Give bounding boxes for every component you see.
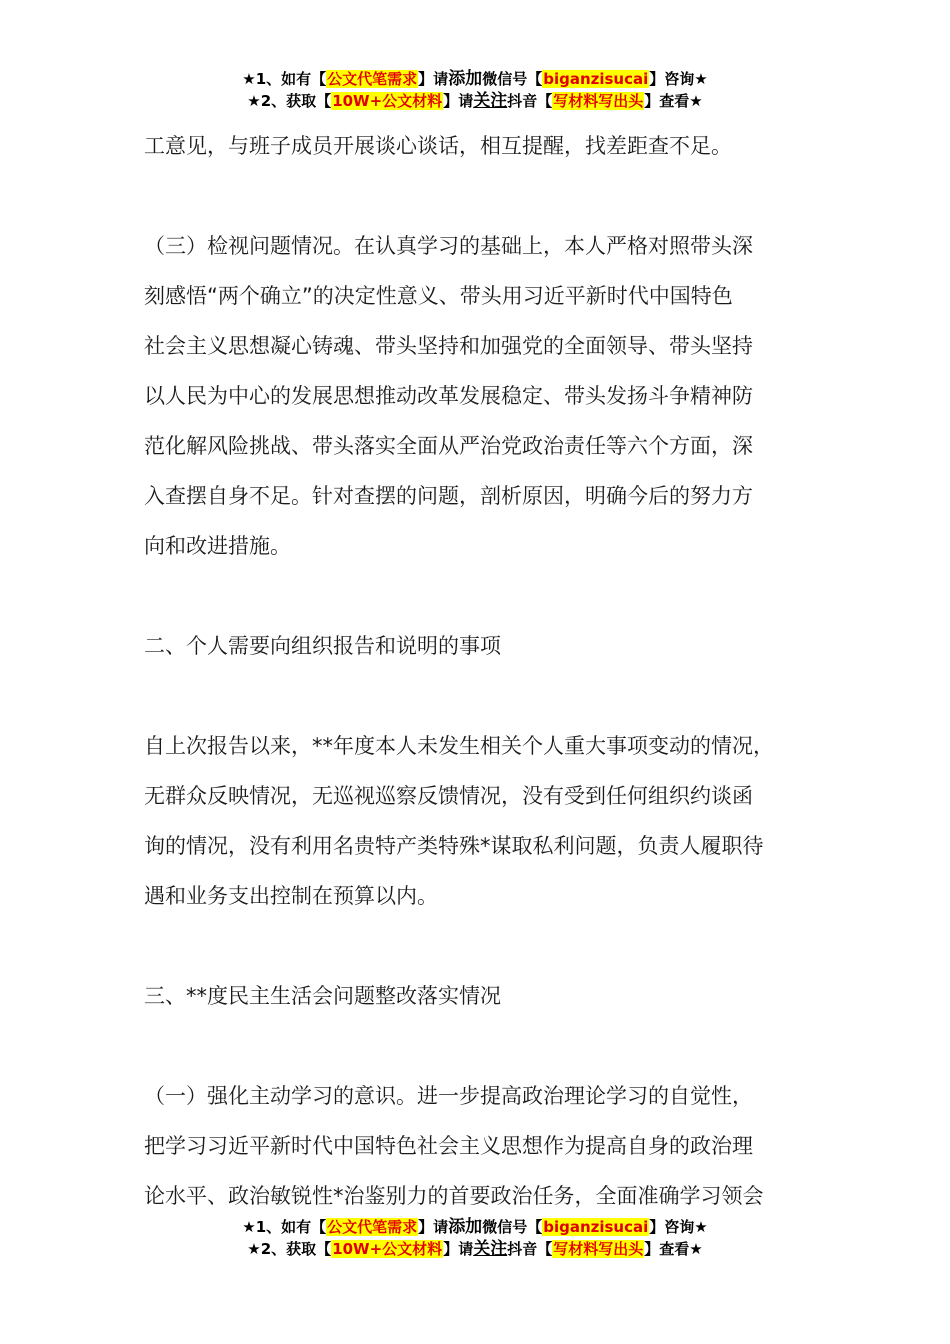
blank-line [144, 171, 844, 221]
banner-text: 微信号【 [482, 1218, 543, 1236]
section-heading: 二、个人需要向组织报告和说明的事项 [144, 634, 501, 658]
banner-text: 】查看 [644, 1240, 690, 1258]
text-line: 社会主义思想凝心铸魂、带头坚持和加强党的全面领导、带头坚持 [144, 334, 753, 358]
banner-text: 1、如有【 [255, 70, 327, 88]
highlight-text: 10W+公文材料 [332, 1240, 443, 1258]
highlight-text: 写材料写出头 [553, 92, 644, 110]
text-line: 把学习习近平新时代中国特色社会主义思想作为提高自身的政治理 [144, 1134, 753, 1158]
star-icon: ★ [689, 92, 703, 110]
text-line: 无群众反映情况，无巡视巡察反馈情况，没有受到任何组织约谈函 [144, 784, 753, 808]
document-body [144, 121, 844, 1221]
banner-text: 】查看 [644, 92, 690, 110]
star-icon: ★ [247, 1240, 261, 1258]
star-icon: ★ [689, 1240, 703, 1258]
banner-line-1 [0, 1216, 950, 1238]
text-line: 向和改进措施。 [144, 534, 291, 558]
star-icon: ★ [242, 70, 256, 88]
banner-line-2 [0, 1238, 950, 1260]
blank-line [144, 921, 844, 971]
banner-text: 抖音【 [507, 92, 553, 110]
blank-line [144, 1021, 844, 1071]
banner-text: 】请 [443, 1240, 474, 1258]
emphasis-text: 关注 [473, 1239, 508, 1259]
banner-line-1 [0, 68, 950, 90]
banner-text: 1、如有【 [255, 1218, 327, 1236]
text-line: （三）检视问题情况。在认真学习的基础上，本人严格对照带头深 [144, 234, 753, 258]
banner-text: 】咨询 [649, 70, 695, 88]
banner-text: 】咨询 [649, 1218, 695, 1236]
emphasis-text: 添加 [448, 1217, 483, 1237]
header-banner [0, 68, 950, 112]
star-icon: ★ [247, 92, 261, 110]
highlight-text: 公文代笔需求 [327, 70, 418, 88]
highlight-text: 10W+公文材料 [332, 92, 443, 110]
banner-line-2 [0, 90, 950, 112]
text-line: 入查摆自身不足。针对查摆的问题，剖析原因，明确今后的努力方 [144, 484, 753, 508]
text-line: 刻感悟“两个确立”的决定性意义、带头用习近平新时代中国特色 [144, 284, 733, 308]
text-line: （一）强化主动学习的意识。进一步提高政治理论学习的自觉性， [144, 1084, 753, 1108]
highlight-text: 写材料写出头 [553, 1240, 644, 1258]
banner-text: 2、获取【 [260, 92, 332, 110]
text-line: 遇和业务支出控制在预算以内。 [144, 884, 438, 908]
banner-text: 】请 [443, 92, 474, 110]
emphasis-text: 关注 [473, 91, 508, 111]
star-icon: ★ [242, 1218, 256, 1236]
blank-line [144, 571, 844, 621]
emphasis-text: 添加 [448, 69, 483, 89]
section-heading: 三、**度民主生活会问题整改落实情况 [144, 984, 501, 1008]
footer-banner [0, 1216, 950, 1260]
text-line: 自上次报告以来，**年度本人未发生相关个人重大事项变动的情况， [144, 734, 774, 758]
highlight-text: biganzisucai [543, 70, 649, 88]
text-line: 以人民为中心的发展思想推动改革发展稳定、带头发扬斗争精神防 [144, 384, 753, 408]
highlight-text: 公文代笔需求 [327, 1218, 418, 1236]
star-icon: ★ [694, 70, 708, 88]
text-line: 工意见，与班子成员开展谈心谈话，相互提醒，找差距查不足。 [144, 134, 732, 158]
banner-text: 】请 [418, 1218, 449, 1236]
banner-text: 微信号【 [482, 70, 543, 88]
star-icon: ★ [694, 1218, 708, 1236]
text-line: 范化解风险挑战、带头落实全面从严治党政治责任等六个方面，深 [144, 434, 753, 458]
text-line: 询的情况，没有利用名贵特产类特殊*谋取私利问题，负责人履职待 [144, 834, 764, 858]
banner-text: 】请 [418, 70, 449, 88]
highlight-text: biganzisucai [543, 1218, 649, 1236]
banner-text: 抖音【 [507, 1240, 553, 1258]
blank-line [144, 671, 844, 721]
banner-text: 2、获取【 [260, 1240, 332, 1258]
text-line: 论水平、政治敏锐性*治鉴别力的首要政治任务，全面准确学习领会 [144, 1184, 764, 1208]
